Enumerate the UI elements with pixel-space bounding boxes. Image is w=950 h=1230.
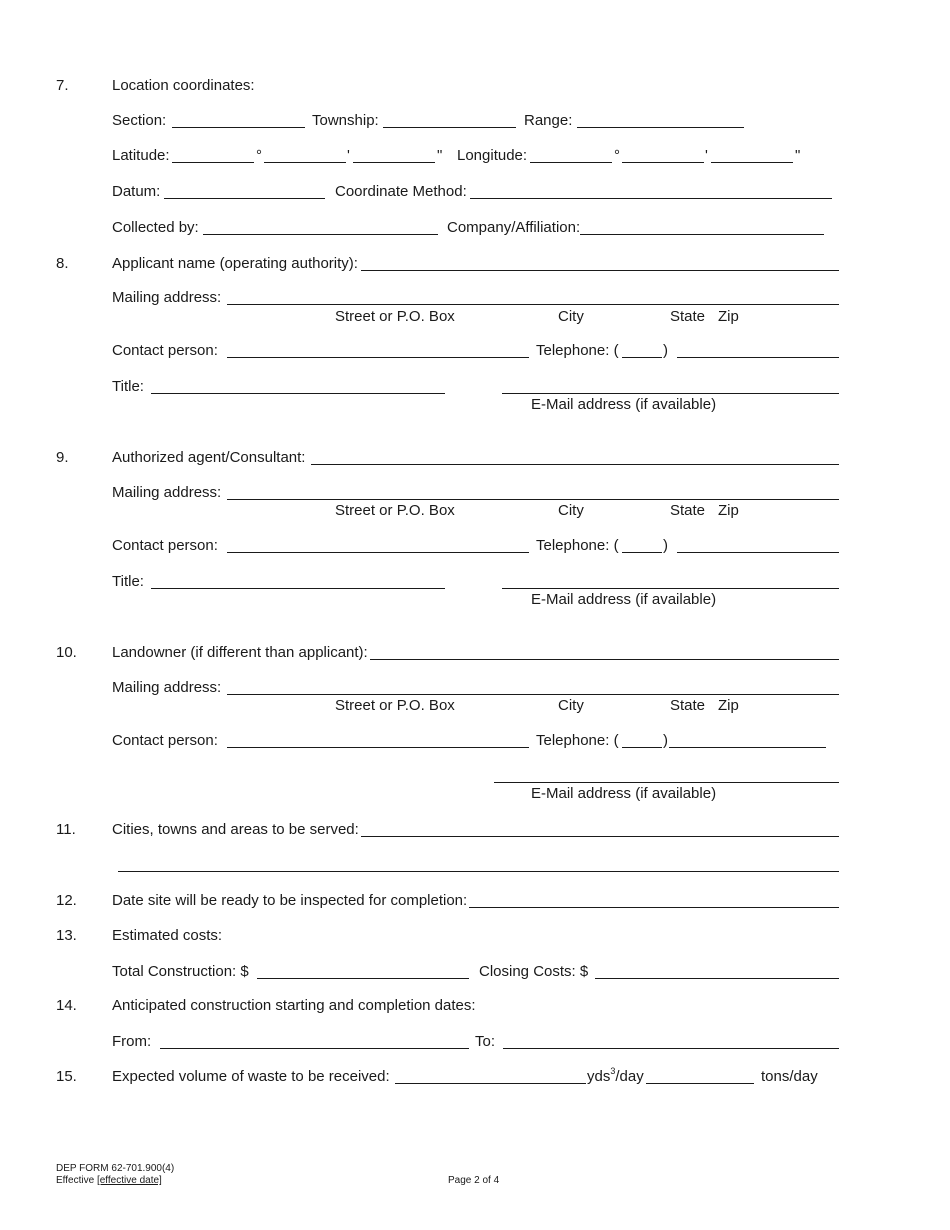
agent-area-code-field[interactable] bbox=[622, 552, 662, 553]
applicant-mailing-field[interactable] bbox=[227, 304, 839, 305]
collected-by-field[interactable] bbox=[203, 234, 438, 235]
applicant-telephone-label: Telephone: ( bbox=[536, 342, 619, 359]
applicant-name-label: Applicant name (operating authority): bbox=[112, 255, 358, 272]
item-7-heading: Location coordinates: bbox=[112, 77, 255, 94]
agent-mailing-field[interactable] bbox=[227, 499, 839, 500]
waste-volume-yds-field[interactable] bbox=[395, 1083, 586, 1084]
agent-consultant-label: Authorized agent/Consultant: bbox=[112, 449, 306, 466]
section-field[interactable] bbox=[172, 127, 305, 128]
latitude-second-symbol: " bbox=[437, 147, 443, 164]
tons-per-day-unit: tons/day bbox=[761, 1068, 818, 1085]
item-15-number: 15. bbox=[56, 1068, 77, 1085]
applicant-name-field[interactable] bbox=[361, 270, 839, 271]
applicant-title-label: Title: bbox=[112, 378, 144, 395]
closing-costs-field[interactable] bbox=[595, 978, 839, 979]
coordinate-method-field[interactable] bbox=[470, 198, 832, 199]
item-11-number: 11. bbox=[56, 821, 76, 838]
longitude-minute-symbol: ' bbox=[705, 147, 708, 164]
total-construction-label: Total Construction: $ bbox=[112, 963, 249, 980]
city-caption: City bbox=[558, 308, 584, 325]
yds-per-day-unit: yds$^3$/day bbox=[587, 1066, 644, 1085]
state-caption: State bbox=[670, 308, 706, 325]
zip-caption: Zip bbox=[718, 308, 739, 325]
total-construction-field[interactable] bbox=[257, 978, 469, 979]
city-caption: City bbox=[558, 697, 584, 714]
longitude-second-symbol: " bbox=[795, 147, 801, 164]
applicant-contact-label: Contact person: bbox=[112, 342, 218, 359]
areas-served-label: Cities, towns and areas to be served: bbox=[112, 821, 359, 838]
section-label: Section: bbox=[112, 112, 167, 129]
to-label: To: bbox=[475, 1033, 496, 1050]
street-caption: Street or P.O. Box bbox=[335, 697, 455, 714]
item-13-number: 13. bbox=[56, 927, 77, 944]
applicant-contact-field[interactable] bbox=[227, 357, 529, 358]
waste-volume-label: Expected volume of waste to be received: bbox=[112, 1068, 390, 1085]
effective-line: Effective [effective date] bbox=[56, 1175, 162, 1186]
item-10-number: 10. bbox=[56, 644, 77, 661]
form-number: DEP FORM 62-701.900(4) bbox=[56, 1163, 175, 1174]
effective-date: [effective date] bbox=[96, 1175, 162, 1186]
landowner-field[interactable] bbox=[370, 659, 839, 660]
longitude-degrees-field[interactable] bbox=[530, 162, 612, 163]
latitude-label: Latitude: bbox=[112, 147, 170, 164]
agent-contact-field[interactable] bbox=[227, 552, 529, 553]
landowner-area-code-field[interactable] bbox=[622, 747, 662, 748]
range-field[interactable] bbox=[577, 127, 744, 128]
state-caption: State bbox=[670, 697, 706, 714]
landowner-contact-label: Contact person: bbox=[112, 732, 218, 749]
landowner-telephone-field[interactable] bbox=[669, 747, 826, 748]
item-12-number: 12. bbox=[56, 892, 77, 909]
landowner-contact-field[interactable] bbox=[227, 747, 529, 748]
page-number: Page 2 of 4 bbox=[448, 1175, 500, 1186]
agent-email-field[interactable] bbox=[502, 588, 839, 589]
longitude-minutes-field[interactable] bbox=[622, 162, 704, 163]
collected-by-label: Collected by: bbox=[112, 219, 199, 236]
agent-consultant-field[interactable] bbox=[311, 464, 839, 465]
longitude-degree-symbol: ° bbox=[614, 147, 620, 164]
landowner-label: Landowner (if different than applicant): bbox=[112, 644, 368, 661]
from-label: From: bbox=[112, 1033, 152, 1050]
areas-served-field[interactable] bbox=[361, 836, 839, 837]
agent-contact-label: Contact person: bbox=[112, 537, 218, 554]
company-affiliation-field[interactable] bbox=[580, 234, 824, 235]
township-label: Township: bbox=[312, 112, 379, 129]
estimated-costs-heading: Estimated costs: bbox=[112, 927, 223, 944]
agent-telephone-field[interactable] bbox=[677, 552, 839, 553]
latitude-minutes-field[interactable] bbox=[264, 162, 346, 163]
latitude-degrees-field[interactable] bbox=[172, 162, 254, 163]
datum-field[interactable] bbox=[164, 198, 325, 199]
landowner-mailing-label: Mailing address: bbox=[112, 679, 222, 696]
agent-mailing-label: Mailing address: bbox=[112, 484, 222, 501]
zip-caption: Zip bbox=[718, 697, 739, 714]
range-label: Range: bbox=[524, 112, 573, 129]
area-code-close-paren: ) bbox=[663, 732, 668, 749]
street-caption: Street or P.O. Box bbox=[335, 502, 455, 519]
state-caption: State bbox=[670, 502, 706, 519]
longitude-label: Longitude: bbox=[457, 147, 528, 164]
landowner-telephone-label: Telephone: ( bbox=[536, 732, 619, 749]
latitude-degree-symbol: ° bbox=[256, 147, 262, 164]
item-9-number: 9. bbox=[56, 449, 69, 466]
email-caption: E-Mail address (if available) bbox=[531, 591, 717, 608]
areas-served-continuation-field[interactable] bbox=[118, 871, 839, 872]
inspection-date-field[interactable] bbox=[469, 907, 839, 908]
longitude-seconds-field[interactable] bbox=[711, 162, 793, 163]
item-14-number: 14. bbox=[56, 997, 77, 1014]
applicant-area-code-field[interactable] bbox=[622, 357, 662, 358]
applicant-mailing-label: Mailing address: bbox=[112, 289, 222, 306]
datum-label: Datum: bbox=[112, 183, 161, 200]
email-caption: E-Mail address (if available) bbox=[531, 396, 717, 413]
item-7-number: 7. bbox=[56, 77, 69, 94]
city-caption: City bbox=[558, 502, 584, 519]
waste-volume-tons-field[interactable] bbox=[646, 1083, 754, 1084]
completion-date-field[interactable] bbox=[503, 1048, 839, 1049]
latitude-minute-symbol: ' bbox=[347, 147, 350, 164]
street-caption: Street or P.O. Box bbox=[335, 308, 455, 325]
agent-title-field[interactable] bbox=[151, 588, 445, 589]
landowner-email-field[interactable] bbox=[494, 782, 839, 783]
landowner-mailing-field[interactable] bbox=[227, 694, 839, 695]
agent-title-label: Title: bbox=[112, 573, 144, 590]
company-affiliation-label: Company/Affiliation: bbox=[447, 219, 581, 236]
applicant-email-field[interactable] bbox=[502, 393, 839, 394]
coordinate-method-label: Coordinate Method: bbox=[335, 183, 467, 200]
zip-caption: Zip bbox=[718, 502, 739, 519]
township-field[interactable] bbox=[383, 127, 516, 128]
applicant-telephone-field[interactable] bbox=[677, 357, 839, 358]
start-date-field[interactable] bbox=[160, 1048, 469, 1049]
construction-dates-heading: Anticipated construction starting and completion dates: bbox=[112, 997, 476, 1014]
agent-telephone-label: Telephone: ( bbox=[536, 537, 619, 554]
applicant-title-field[interactable] bbox=[151, 393, 445, 394]
area-code-close-paren: ) bbox=[663, 537, 668, 554]
closing-costs-label: Closing Costs: $ bbox=[479, 963, 589, 980]
area-code-close-paren: ) bbox=[663, 342, 668, 359]
email-caption: E-Mail address (if available) bbox=[531, 785, 717, 802]
inspection-date-label: Date site will be ready to be inspected for completion: bbox=[112, 892, 468, 909]
latitude-seconds-field[interactable] bbox=[353, 162, 435, 163]
item-8-number: 8. bbox=[56, 255, 69, 272]
